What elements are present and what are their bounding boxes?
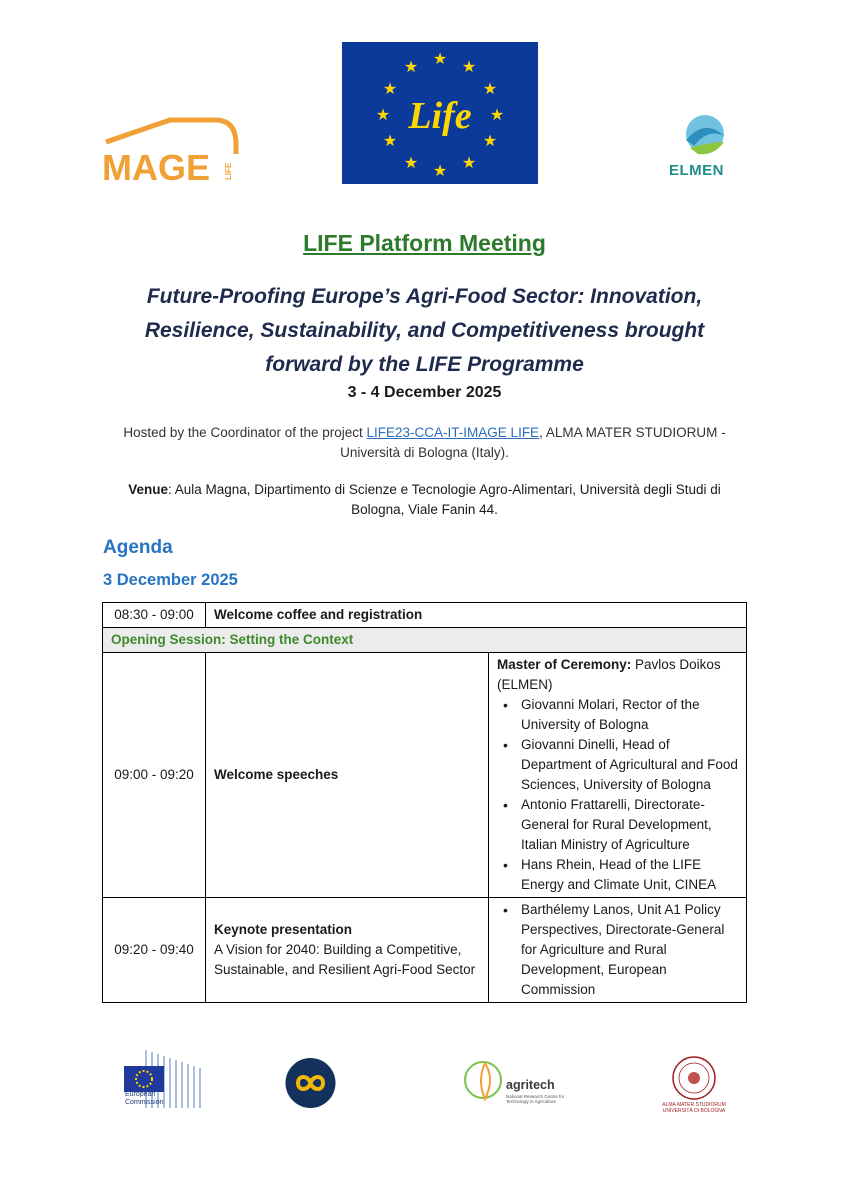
project-link[interactable]: LIFE23-CCA-IT-IMAGE LIFE [366,425,540,440]
list-item: • Barthélemy Lanos, Unit A1 Policy Perspectives, Directorate-General for Agriculture and Rural Development, European Commission [497,900,738,1000]
elmen-wordmark: ELMEN [669,162,724,179]
header-logos [0,0,849,200]
day-heading: 3 December 2025 [103,571,238,589]
hosted-suffix: , ALMA MATER STUDIORUM - Università di Bologna (Italy). [340,425,726,460]
session-title: Welcome coffee and registration [206,603,747,628]
section-title: Opening Session: Setting the Context [103,628,747,653]
speaker-list [497,900,738,1000]
section-row [103,628,747,653]
svg-text:★: ★ [432,49,448,68]
unibo-seal-logo [671,1055,717,1101]
svg-text:LIFE: LIFE [224,162,233,180]
agenda-heading: Agenda [103,537,173,558]
infinity-logo [282,1058,339,1108]
event-dates: 3 - 4 December 2025 [347,384,502,401]
mage-logo [100,112,240,187]
svg-text:★: ★ [403,153,419,172]
session-title: Keynote presentation [214,922,353,937]
time-cell: 09:00 - 09:20 [103,653,206,898]
venue [100,480,749,520]
ec-wordmark [125,1091,164,1107]
speakers-cell [489,653,747,898]
svg-text:★: ★ [375,105,391,124]
page-subtitle: Future-Proofing Europe’s Agri-Food Sector: Innovation, Resilience, Sustainability, and Competitiveness brought forward by the LIFE Programme [144,285,705,376]
agritech-subtitle: National Research Centre for Technology in Agriculture [506,1094,565,1104]
list-item: • Hans Rhein, Head of the LIFE Energy and Climate Unit, CINEA [497,855,738,895]
ec-line1: European [125,1091,156,1098]
venue-label: Venue [128,482,168,497]
svg-text:★: ★ [489,105,505,124]
svg-text:★: ★ [482,79,498,98]
agenda-table [102,602,747,1003]
svg-text:★: ★ [461,153,477,172]
svg-text:★: ★ [382,131,398,150]
svg-text:Life: Life [408,95,472,137]
hosted-prefix: Hosted by the Coordinator of the project [123,425,367,440]
table-row [103,653,747,898]
speakers-cell [489,898,747,1003]
list-item: • Antonio Frattarelli, Directorate-General for Rural Development, Italian Ministry of Agriculture [497,795,738,855]
svg-text:★: ★ [461,57,477,76]
unibo-line2: UNIVERSITÀ DI BOLOGNA [662,1108,726,1114]
svg-text:★: ★ [403,57,419,76]
svg-text:★: ★ [382,79,398,98]
session-cell [206,898,489,1003]
table-row [103,898,747,1003]
time-cell: 08:30 - 09:00 [103,603,206,628]
svg-text:★: ★ [432,161,448,180]
life-logo [342,42,538,184]
time-cell: 09:20 - 09:40 [103,898,206,1003]
session-description: A Vision for 2040: Building a Competitive, Sustainable, and Resilient Agri-Food Sector [214,942,476,977]
agritech-logo [463,1055,503,1105]
moc-label: Master of Ceremony: [497,657,632,672]
svg-text:★: ★ [482,131,498,150]
session-title: Welcome speeches [206,653,489,898]
agritech-wordmark: agritech [506,1078,555,1092]
page-title: LIFE Platform Meeting [303,230,546,256]
speaker-list [497,695,738,895]
list-item: • Giovanni Dinelli, Head of Department of Agricultural and Food Sciences, University of Bologna [497,735,738,795]
ec-line2: Commission [125,1099,164,1106]
table-row [103,603,747,628]
master-of-ceremony [497,655,738,695]
svg-text:MAGE: MAGE [102,147,210,187]
moc-name: Pavlos Doikos (ELMEN) [497,657,721,692]
unibo-line1: ALMA MATER STUDIORUM [662,1102,726,1108]
venue-text: : Aula Magna, Dipartimento di Scienze e Tecnologie Agro-Alimentari, Università degli Studi di Bologna, Viale Fanin 44. [167,482,721,517]
list-item: • Giovanni Molari, Rector of the University of Bologna [497,695,738,735]
hosted-by [100,423,749,463]
unibo-wordmark [652,1102,736,1114]
